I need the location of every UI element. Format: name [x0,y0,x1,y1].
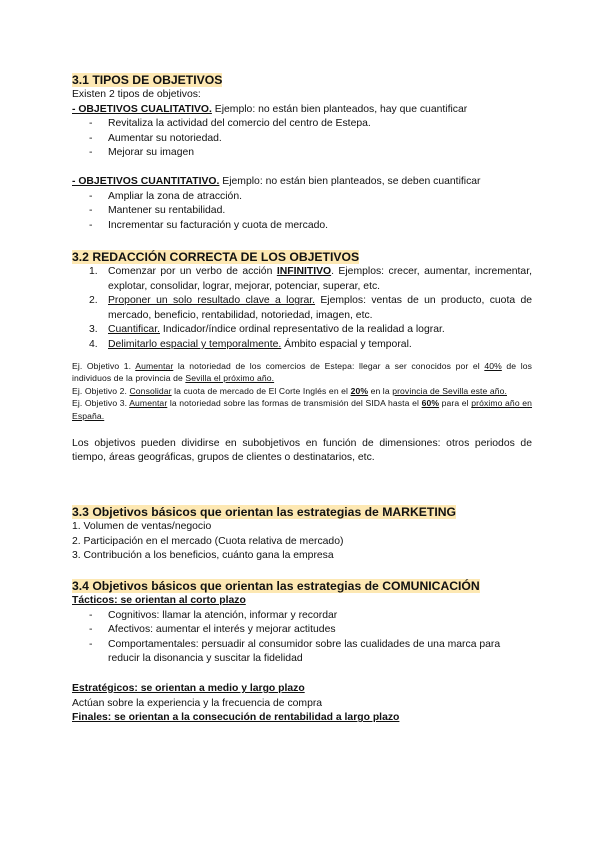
list-item: - Aumentar su notoriedad. [72,132,532,147]
section-3-3 [72,504,532,564]
list-item: - Cognitivos: llamar la atención, informar y recordar [72,609,532,624]
list-item: - Mejorar su imagen [72,146,532,161]
list-item: 2. Participación en el mercado (Cuota relativa de mercado) [72,535,344,547]
qualitative-list [72,117,532,161]
list-item: 3. Contribución a los beneficios, cuánto gana la empresa [72,550,334,562]
heading-3-4: 3.4 Objetivos básicos que orientan las estrategias de COMUNICACIÓN [72,579,480,593]
rules-list [72,265,532,353]
list-item: 3. Cuantificar. Indicador/índice ordinal representativo de la realidad a lograr. [89,324,445,336]
list-item: - Mantener su rentabilidad. [72,204,532,219]
list-item: 4. Delimitarlo espacial y temporalmente. Ámbito espacial y temporal. [89,338,412,350]
final-label: Finales: se orientan a la consecución de rentabilidad a largo plazo [72,712,400,724]
subobjectives-paragraph: Los objetivos pueden dividirse en subobjetivos en función de dimensiones: otros periodos de tiempo, áreas geográficas, grupos de clientes o destinatarios, etc. [72,437,532,464]
quantitative-list [72,190,532,234]
list-item: - Afectivos: aumentar el interés y mejorar actitudes [72,623,532,638]
list-item: - Incrementar su facturación y cuota de mercado. [72,219,532,234]
list-item: - Ampliar la zona de atracción. [72,190,532,205]
list-item: 2. Proponer un solo resultado clave a lograr. Ejemplos: ventas de un producto, cuota de mercado, beneficio, rentabilidad, notoriedad, imagen, etc. [89,295,533,321]
list-item: - Comportamentales: persuadir al consumidor sobre las cualidades de una marca para reducir la disonancia y suscitar la fidelidad [72,638,532,667]
tactical-label: Tácticos: se orientan al corto plazo [72,595,246,606]
quantitative-line: - OBJETIVOS CUANTITATIVO. Ejemplo: no están bien planteados, se deben cuantificar [72,175,481,187]
qualitative-line: - OBJETIVOS CUALITATIVO. Ejemplo: no están bien planteados, hay que cuantificar [72,103,468,115]
list-item: 1. Comenzar por un verbo de acción INFINITIVO. Ejemplos: crecer, aumentar, incrementar, explotar, consolidar, lograr, mejorar, potenciar, superar, etc. [89,266,532,292]
example-3: Ej. Objetivo 3. Aumentar la notoriedad sobre las formas de transmisión del SIDA hasta el 60% para el próximo año en España. [72,398,533,421]
list-item: 1. Volumen de ventas/negocio [72,521,212,532]
list-item: - Revitaliza la actividad del comercio del centro de Estepa. [72,117,532,132]
example-2: Ej. Objetivo 2. Consolidar la cuota de mercado de El Corte Inglés en el 20% en la provincia de Sevilla este año. [72,385,507,396]
intro-text: Existen 2 tipos de objetivos: [72,89,201,100]
strategic-text: Actúan sobre la experiencia y la frecuencia de compra [72,697,323,709]
section-3-2 [72,249,532,466]
tactical-list [72,609,532,667]
section-3-1 [72,72,532,233]
section-3-4 [72,578,532,726]
heading-3-1: 3.1 TIPOS DE OBJETIVOS [72,73,223,87]
strategic-label: Estratégicos: se orientan a medio y largo plazo [72,682,305,694]
heading-3-2: 3.2 REDACCIÓN CORRECTA DE LOS OBJETIVOS [72,250,360,264]
example-1: Ej. Objetivo 1. Aumentar la notoriedad de los comercios de Estepa: llegar a ser conocidos por el 40% de los individuos de la provincia de Sevilla el próximo año. [72,360,532,384]
heading-3-3: 3.3 Objetivos básicos que orientan las estrategias de MARKETING [72,505,457,519]
